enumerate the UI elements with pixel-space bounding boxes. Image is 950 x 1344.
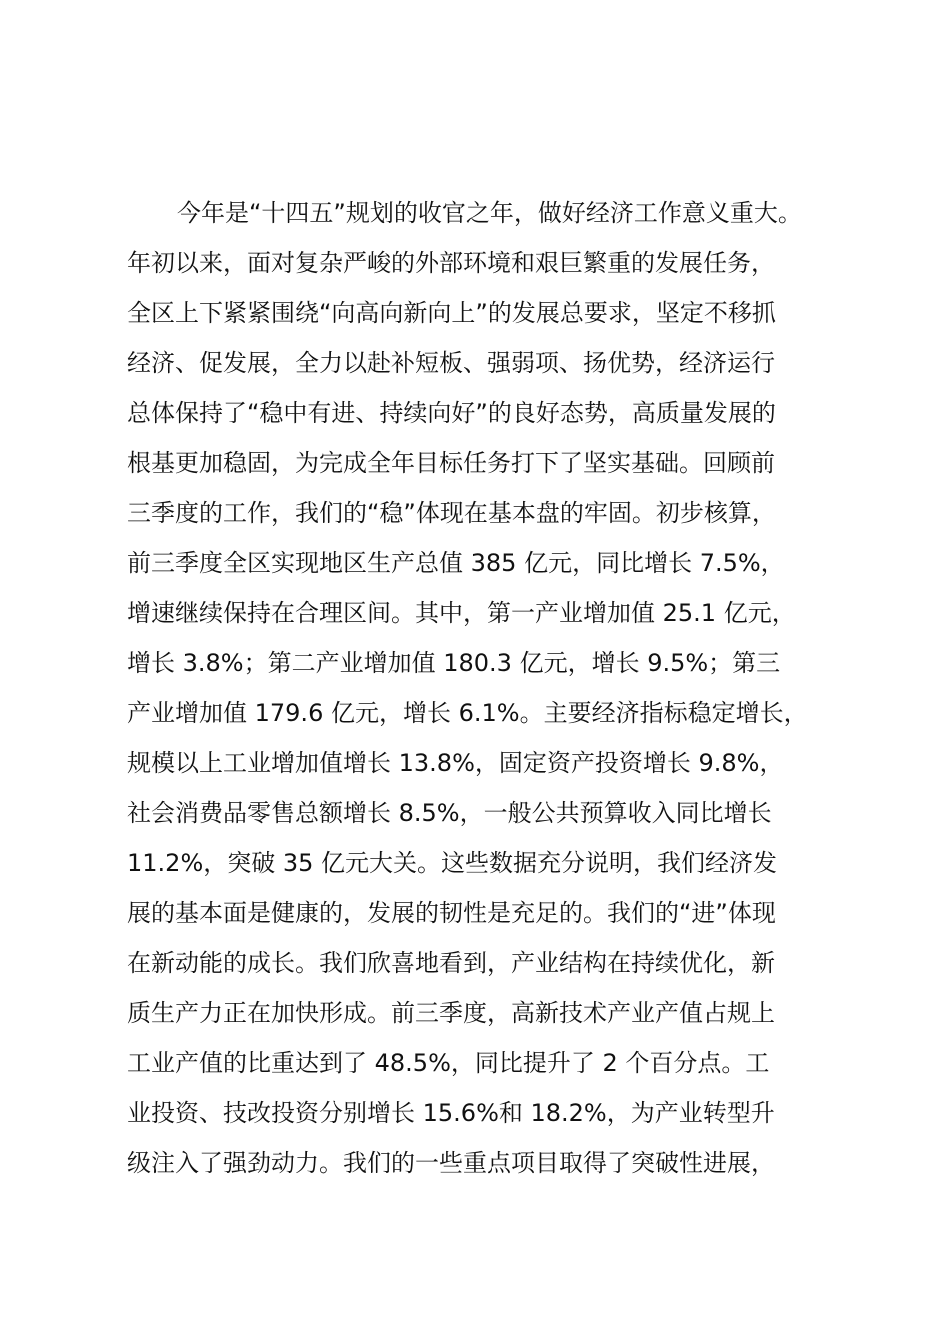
paragraph-line: 质生产力正在加快形成。前三季度，高新技术产业产值占规上	[127, 999, 775, 1027]
paragraph-line: 增速继续保持在合理区间。其中，第一产业增加值 25.1 亿元，	[127, 599, 796, 627]
paragraph-line: 增长 3.8%；第二产业增加值 180.3 亿元，增长 9.5%；第三	[127, 649, 781, 677]
paragraph-line: 展的基本面是健康的，发展的韧性是充足的。我们的“进”体现	[127, 899, 776, 927]
paragraph-line: 三季度的工作，我们的“稳”体现在基本盘的牢固。初步核算，	[127, 499, 776, 527]
paragraph-line: 前三季度全区实现地区生产总值 385 亿元，同比增长 7.5%，	[127, 549, 785, 577]
paragraph-line: 年初以来，面对复杂严峻的外部环境和艰巨繁重的发展任务，	[127, 249, 775, 277]
paragraph-line: 工业产值的比重达到了 48.5%，同比提升了 2 个百分点。工	[127, 1049, 770, 1077]
paragraph-line: 规模以上工业增加值增长 13.8%，固定资产投资增长 9.8%，	[127, 749, 784, 777]
paragraph-line: 社会消费品零售总额增长 8.5%，一般公共预算收入同比增长	[127, 799, 772, 827]
paragraph-line: 总体保持了“稳中有进、持续向好”的良好态势，高质量发展的	[127, 399, 776, 427]
paragraph-line: 今年是“十四五”规划的收官之年，做好经济工作意义重大。	[177, 199, 802, 227]
paragraph-line: 11.2%，突破 35 亿元大关。这些数据充分说明，我们经济发	[127, 849, 778, 877]
paragraph-line: 级注入了强劲动力。我们的一些重点项目取得了突破性进展，	[127, 1149, 775, 1177]
body-paragraph	[127, 194, 847, 1194]
paragraph-line: 产业增加值 179.6 亿元，增长 6.1%。主要经济指标稳定增长，	[127, 699, 808, 727]
paragraph-line: 全区上下紧紧围绕“向高向新向上”的发展总要求，坚定不移抓	[127, 299, 776, 327]
paragraph-line: 根基更加稳固，为完成全年目标任务打下了坚实基础。回顾前	[127, 449, 775, 477]
paragraph-line: 业投资、技改投资分别增长 15.6%和 18.2%，为产业转型升	[127, 1099, 775, 1127]
paragraph-line: 经济、促发展，全力以赴补短板、强弱项、扬优势，经济运行	[127, 349, 775, 377]
paragraph-line: 在新动能的成长。我们欣喜地看到，产业结构在持续优化，新	[127, 949, 775, 977]
